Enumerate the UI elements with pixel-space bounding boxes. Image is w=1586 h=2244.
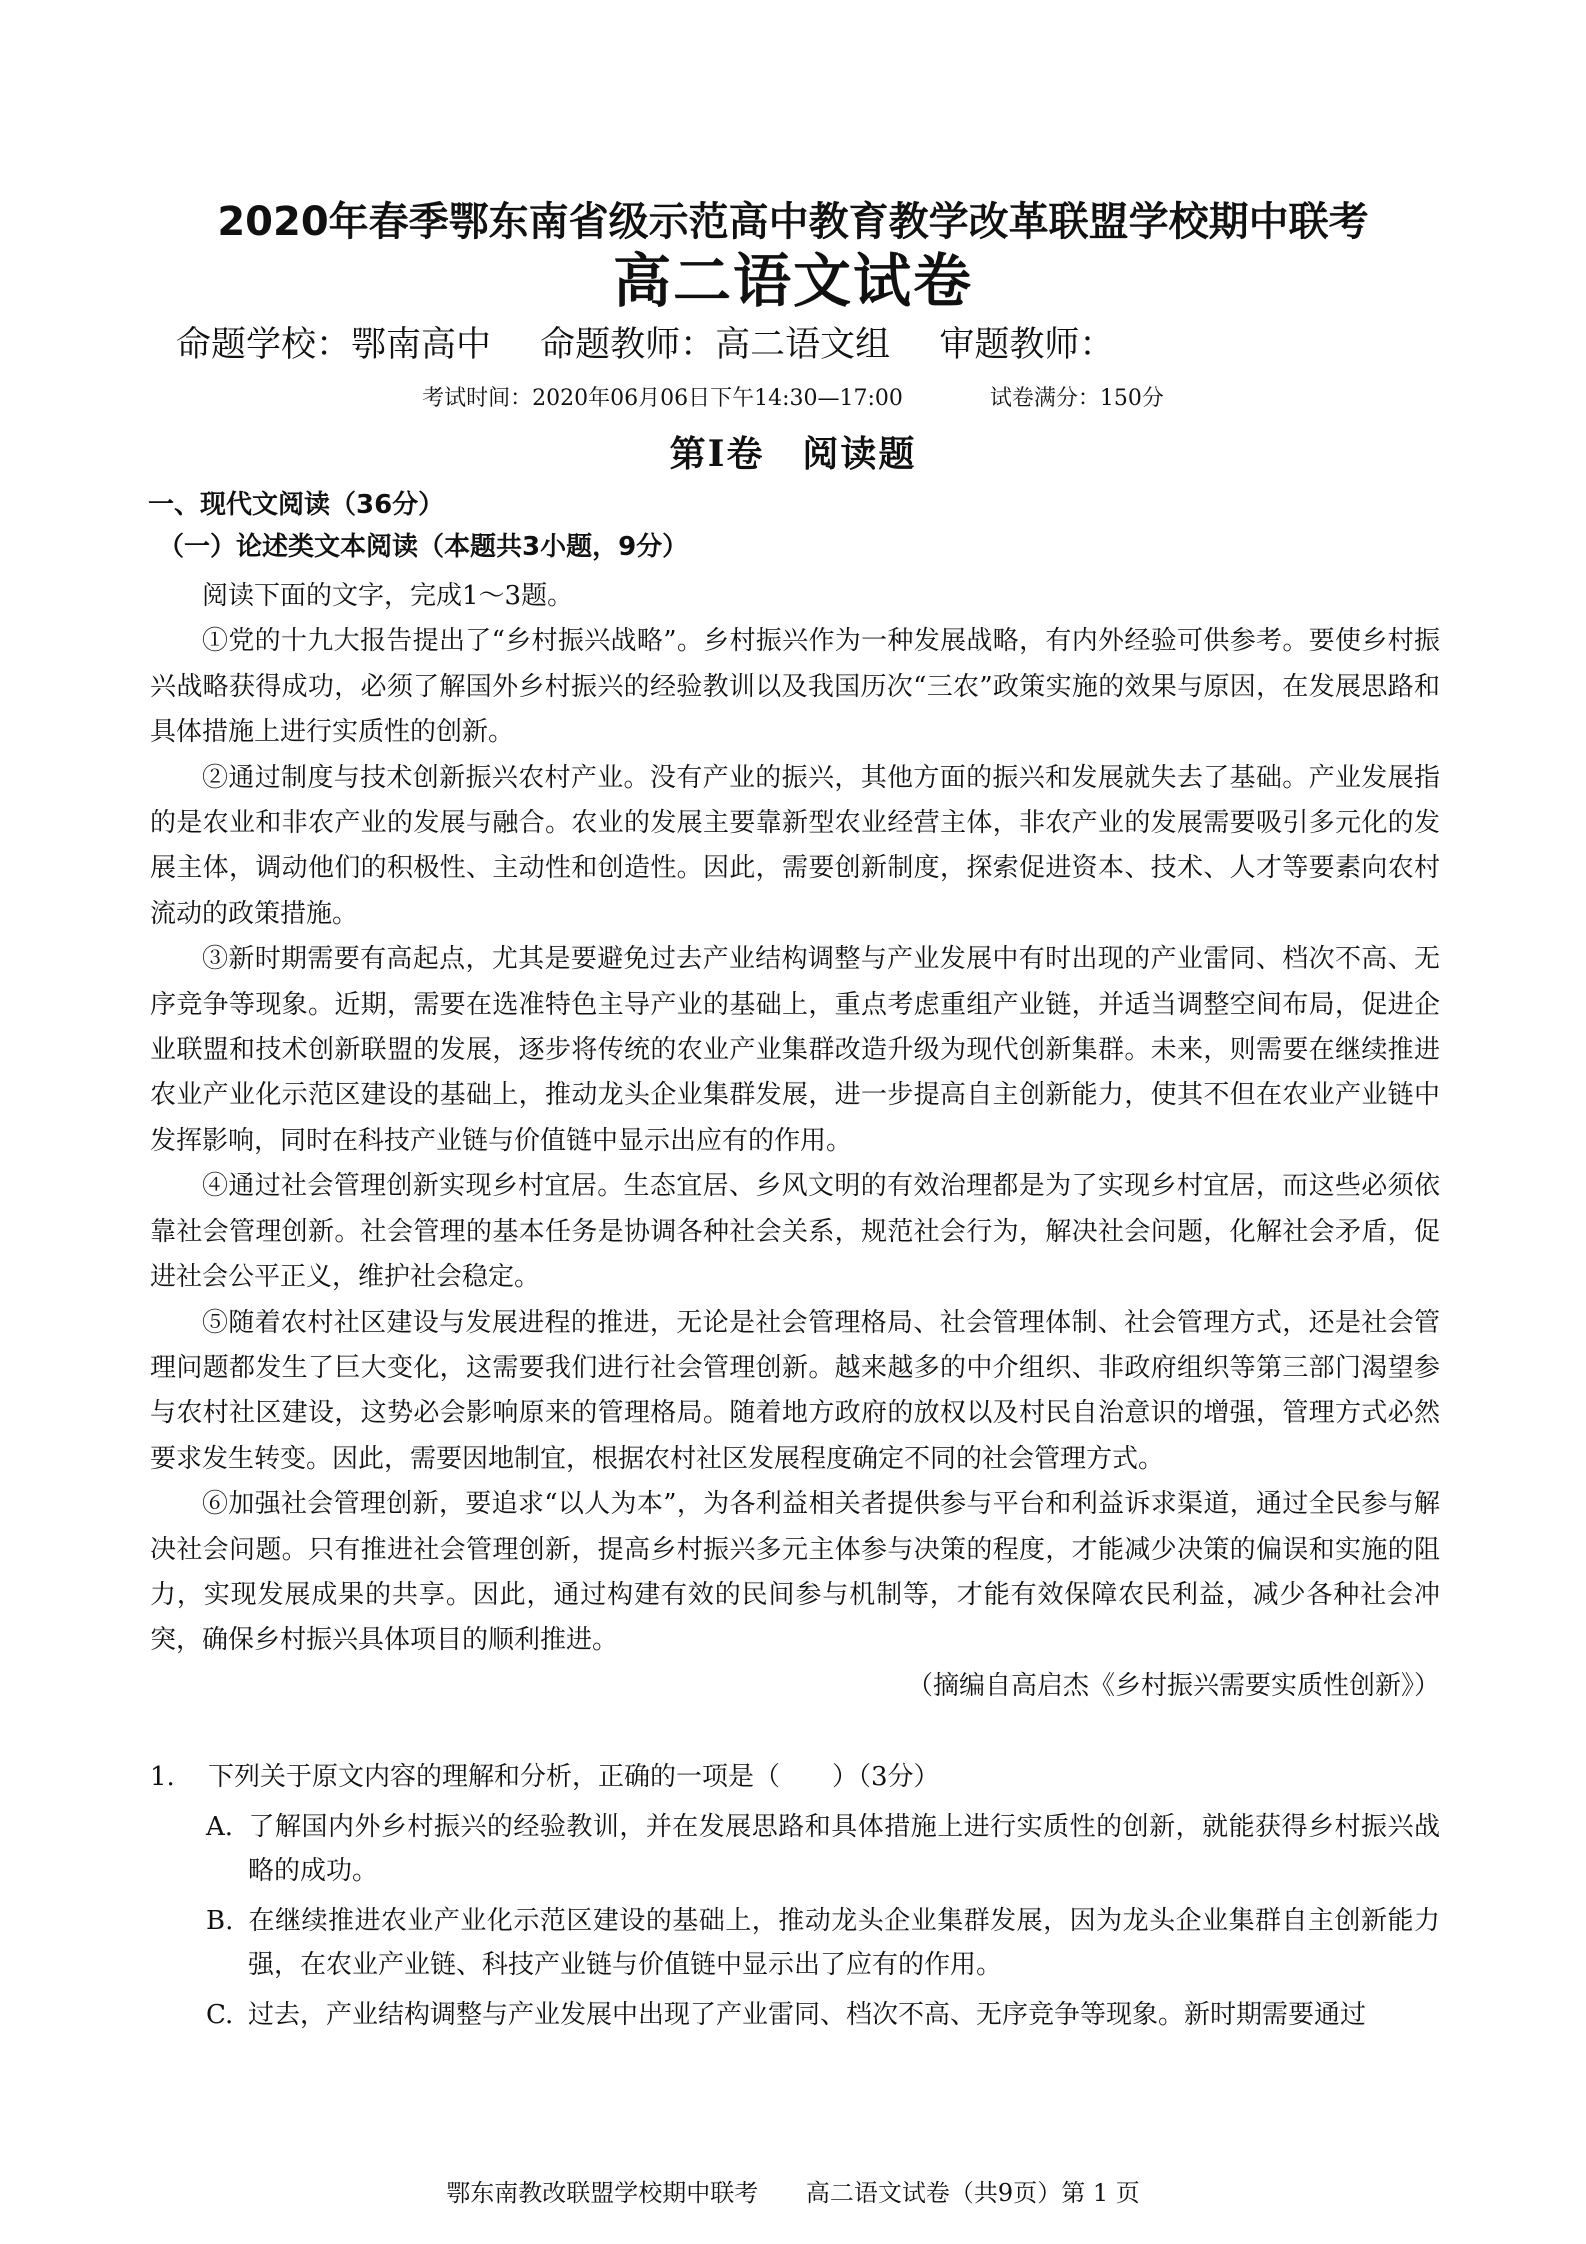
passage-paragraph-5: ⑤随着农村社区建设与发展进程的推进，无论是社会管理格局、社会管理体制、社会管理方式，还是社会管理问题都发生了巨大变化，这需要我们进行社会管理创新。越来越多的中介组织、非政府组织等第三部门渴望参与农村社区建设，这势必会影响原来的管理格局。随着地方政府的放权以及村民自治意识的增强，管理方式必然要求发生转变。因此，需要因地制宜，根据农村社区发展程度确定不同的社会管理方式。	[150, 1307, 1440, 1474]
reading-passage	[150, 574, 1440, 1709]
option-letter: B.	[206, 1906, 234, 1936]
paper-title: 高二语文试卷	[612, 247, 973, 315]
option-a	[150, 1805, 1440, 1893]
option-text: 在继续推进农业产业化示范区建设的基础上，推动龙头企业集群发展，因为龙头企业集群自主创新能力强，在农业产业链、科技产业链与价值链中显示出了应有的作用。	[248, 1906, 1440, 1980]
setter-school: 命题学校：鄂南高中	[176, 325, 492, 365]
option-text: 过去，产业结构调整与产业发展中出现了产业雷同、档次不高、无序竞争等现象。新时期需要通过	[248, 2000, 1367, 2030]
section-title: 第Ⅰ卷 阅读题	[669, 433, 917, 475]
exam-time: 考试时间：2020年06月06日下午14:30—17:00	[422, 386, 903, 411]
passage-paragraph-3: ③新时期需要有高起点，尤其是要避免过去产业结构调整与产业发展中有时出现的产业雷同、档次不高、无序竞争等现象。近期，需要在选准特色主导产业的基础上，重点考虑重组产业链，并适当调整空间布局，促进企业联盟和技术创新联盟的发展，逐步将传统的农业产业集群改造升级为现代创新集群。未来，则需要在继续推进农业产业化示范区建设的基础上，推动龙头企业集群发展，进一步提高自主创新能力，使其不但在农业产业链中发挥影响，同时在科技产业链与价值链中显示出应有的作用。	[150, 944, 1440, 1156]
full-score: 试卷满分：150分	[989, 386, 1164, 411]
option-b	[150, 1899, 1440, 1987]
question-number: 1.	[150, 1762, 175, 1792]
setter-info	[176, 322, 1476, 368]
reviewer-teacher: 审题教师：	[939, 325, 1115, 365]
page-footer	[0, 2177, 1586, 2209]
question-stem	[150, 1755, 1440, 1799]
option-c	[150, 1993, 1440, 2037]
option-letter: A.	[206, 1812, 234, 1842]
subpart-title: （一）论述类文本阅读（本题共3小题，9分）	[158, 532, 689, 562]
passage-paragraph-1: ①党的十九大报告提出了“乡村振兴战略”。乡村振兴作为一种发展战略，有内外经验可供参考。要使乡村振兴战略获得成功，必须了解国外乡村振兴的经验教训以及我国历次“三农”政策实施的效果与原因，在发展思路和具体措施上进行实质性的创新。	[150, 626, 1440, 748]
setter-teacher: 命题教师：高二语文组	[540, 325, 891, 365]
passage-paragraph-2: ②通过制度与技术创新振兴农村产业。没有产业的振兴，其他方面的振兴和发展就失去了基础。产业发展指的是农业和非农产业的发展与融合。农业的发展主要靠新型农业经营主体，非农产业的发展需要吸引多元化的发展主体，调动他们的积极性、主动性和创造性。因此，需要创新制度，探索促进资本、技术、人才等要素向农村流动的政策措施。	[150, 762, 1440, 929]
passage-instruction: 阅读下面的文字，完成1～3题。	[202, 581, 574, 611]
exam-title: 2020年春季鄂东南省级示范高中教育教学改革联盟学校期中联考	[217, 199, 1369, 245]
passage-source: （摘编自高启杰《乡村振兴需要实质性创新》）	[906, 1670, 1440, 1701]
part-title: 一、现代文阅读（36分）	[148, 490, 445, 520]
exam-info	[0, 384, 1586, 414]
option-letter: C.	[206, 2000, 234, 2030]
footer-exam-name: 鄂东南教改联盟学校期中联考	[446, 2179, 759, 2207]
footer-page-number: 高二语文试卷（共9页）第 1 页	[805, 2179, 1140, 2207]
question-1	[150, 1755, 1440, 2043]
option-text: 了解国内外乡村振兴的经验教训，并在发展思路和具体措施上进行实质性的创新，就能获得乡村振兴战略的成功。	[248, 1812, 1440, 1886]
passage-paragraph-4: ④通过社会管理创新实现乡村宜居。生态宜居、乡风文明的有效治理都是为了实现乡村宜居，而这些必须依靠社会管理创新。社会管理的基本任务是协调各种社会关系，规范社会行为，解决社会问题，化解社会矛盾，促进社会公平正义，维护社会稳定。	[150, 1171, 1440, 1293]
passage-paragraph-6: ⑥加强社会管理创新，要追求“以人为本”，为各利益相关者提供参与平台和利益诉求渠道，通过全民参与解决社会问题。只有推进社会管理创新，提高乡村振兴多元主体参与决策的程度，才能减少决策的偏误和实施的阻力，实现发展成果的共享。因此，通过构建有效的民间参与机制等，才能有效保障农民利益，减少各种社会冲突，确保乡村振兴具体项目的顺利推进。	[150, 1489, 1440, 1656]
question-text: 下列关于原文内容的理解和分析，正确的一项是（ ）（3分）	[208, 1762, 940, 1792]
